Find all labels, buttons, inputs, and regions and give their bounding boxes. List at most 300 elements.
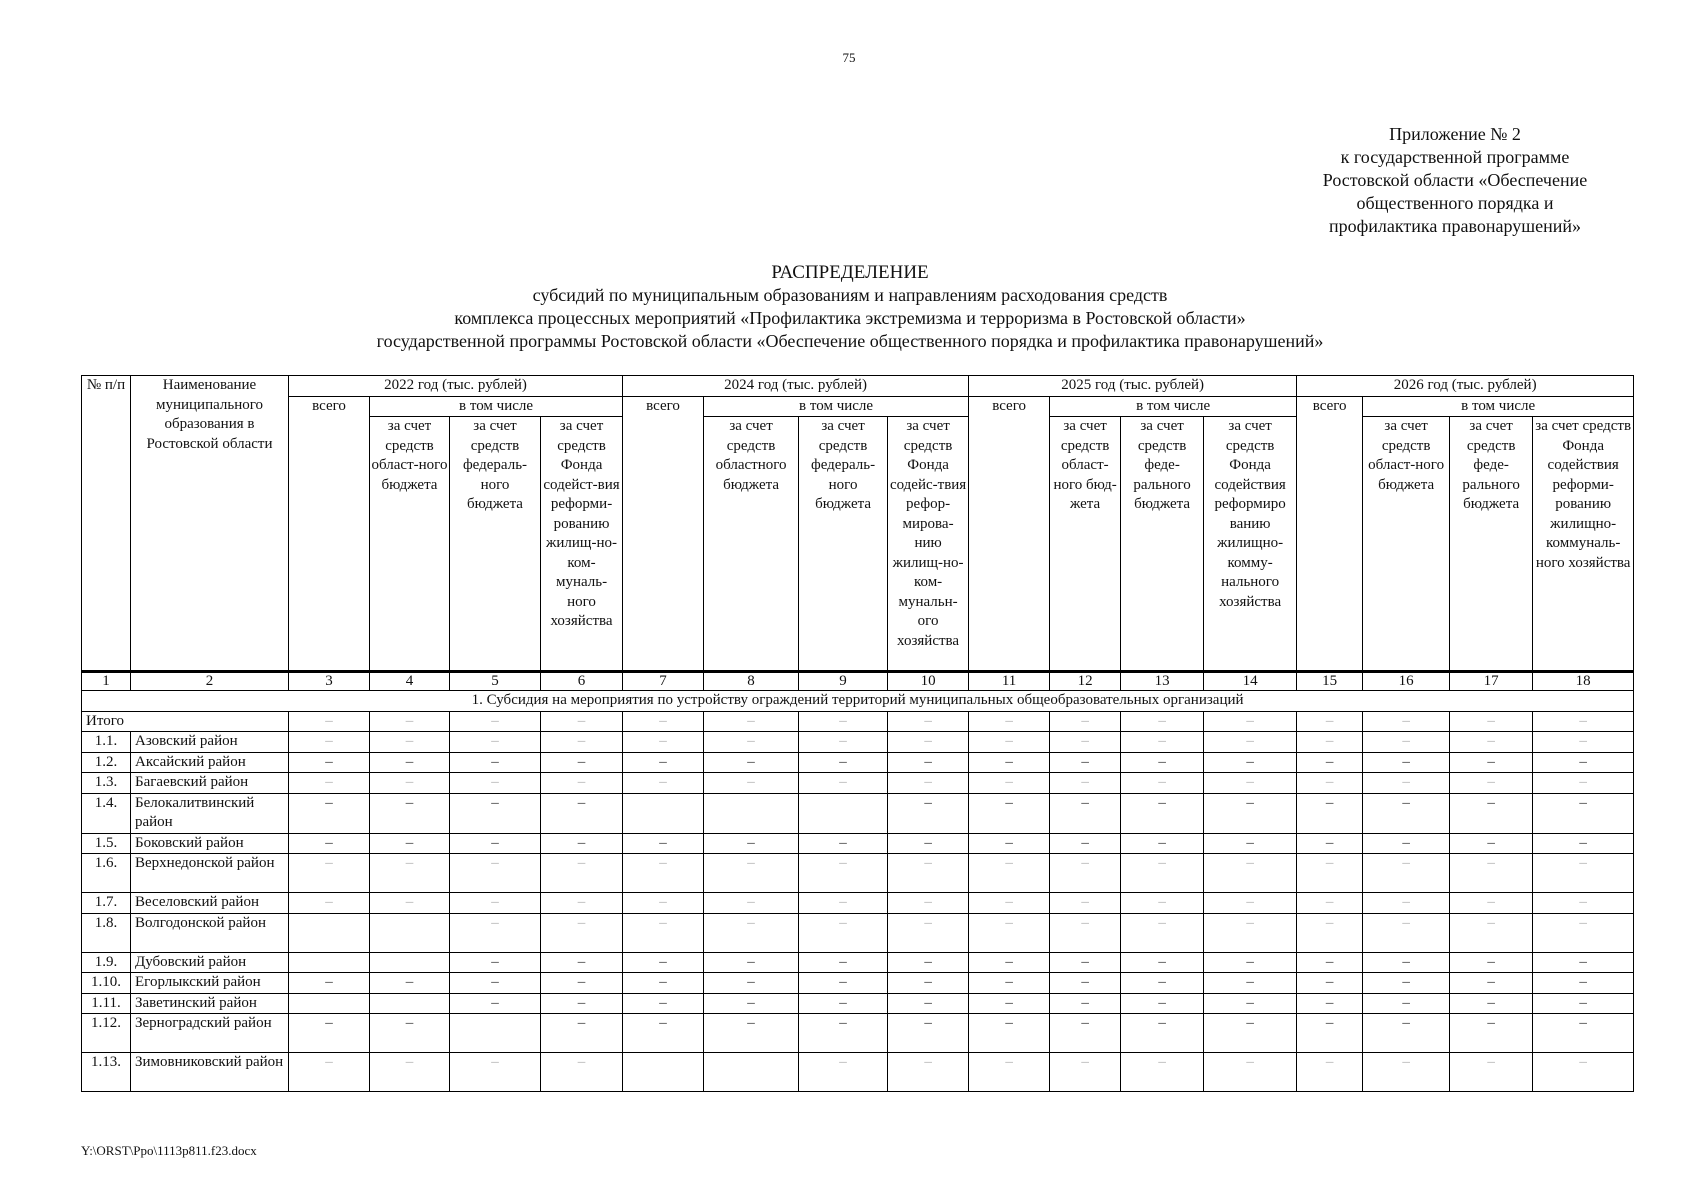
value-cell: – [370, 711, 450, 732]
municipality-name: Белокалитвинский район [131, 793, 289, 833]
row-number: 1.2. [82, 752, 131, 773]
value-cell: – [1050, 973, 1121, 994]
appendix-line: к государственной программе [1340, 147, 1570, 167]
value-cell: – [888, 893, 969, 914]
value-cell: – [1297, 1053, 1363, 1092]
column-number: 15 [1297, 672, 1363, 691]
value-cell: – [1050, 711, 1121, 732]
value-cell: – [623, 711, 704, 732]
value-cell: – [1450, 1053, 1533, 1092]
value-cell: – [1297, 773, 1363, 794]
value-cell: – [1297, 973, 1363, 994]
value-cell: – [1533, 893, 1634, 914]
value-cell: – [1204, 833, 1297, 854]
value-cell: – [1204, 1053, 1297, 1092]
total-header: всего [1297, 396, 1363, 672]
value-cell: – [1050, 833, 1121, 854]
value-cell: – [623, 752, 704, 773]
table-row [82, 833, 1634, 854]
column-number: 9 [799, 672, 888, 691]
municipality-name: Веселовский район [131, 893, 289, 914]
document-heading [200, 261, 1500, 353]
value-cell: – [888, 793, 969, 833]
value-cell: – [289, 732, 370, 753]
value-cell: – [450, 893, 541, 914]
row-number: 1.4. [82, 793, 131, 833]
value-cell [289, 993, 370, 1014]
value-cell [799, 793, 888, 833]
value-cell: – [1450, 893, 1533, 914]
value-cell: – [1533, 1014, 1634, 1053]
value-cell: – [1363, 732, 1450, 753]
value-cell: – [450, 773, 541, 794]
value-cell [450, 1014, 541, 1053]
value-cell: – [1297, 993, 1363, 1014]
table-row [82, 913, 1634, 952]
value-cell: – [969, 993, 1050, 1014]
source-header: за счет средств Фонда содействия реформи-рованию жилищно-коммуналь-ного хозяйства [1533, 417, 1634, 672]
value-cell [704, 1053, 799, 1092]
value-cell: – [623, 893, 704, 914]
value-cell: – [1363, 893, 1450, 914]
row-number: 1.6. [82, 854, 131, 893]
table-row [82, 973, 1634, 994]
value-cell: – [1050, 1053, 1121, 1092]
column-number: 13 [1121, 672, 1204, 691]
value-cell: – [541, 893, 623, 914]
municipality-name: Дубовский район [131, 952, 289, 973]
value-cell: – [1450, 993, 1533, 1014]
value-cell: – [1121, 913, 1204, 952]
value-cell: – [370, 973, 450, 994]
value-cell: – [888, 973, 969, 994]
municipality-name: Багаевский район [131, 773, 289, 794]
table-row [82, 773, 1634, 794]
value-cell: – [1121, 952, 1204, 973]
value-cell: – [1204, 793, 1297, 833]
source-header: за счет средств областного бюджета [704, 417, 799, 672]
value-cell: – [888, 711, 969, 732]
value-cell: – [799, 913, 888, 952]
value-cell: – [704, 993, 799, 1014]
source-header: за счет средств Фонда содейст-вия реформи-рованию жилищ-но-ком-муналь-ного хозяйства [541, 417, 623, 672]
value-cell: – [1533, 833, 1634, 854]
value-cell: – [541, 711, 623, 732]
value-cell: – [289, 893, 370, 914]
value-cell: – [1450, 732, 1533, 753]
value-cell: – [289, 1014, 370, 1053]
row-number: 1.9. [82, 952, 131, 973]
value-cell: – [623, 913, 704, 952]
source-header: за счет средств феде-рального бюджета [1121, 417, 1204, 672]
year-header-2022: 2022 год (тыс. рублей) [289, 376, 623, 397]
value-cell: – [450, 793, 541, 833]
value-cell: – [450, 913, 541, 952]
value-cell [704, 793, 799, 833]
document-title: РАСПРЕДЕЛЕНИЕ [771, 262, 929, 283]
value-cell: – [799, 833, 888, 854]
municipality-name: Азовский район [131, 732, 289, 753]
value-cell: – [1297, 752, 1363, 773]
value-cell: – [1050, 854, 1121, 893]
value-cell: – [704, 893, 799, 914]
value-cell: – [1297, 893, 1363, 914]
value-cell: – [1363, 952, 1450, 973]
value-cell: – [969, 913, 1050, 952]
value-cell: – [1121, 711, 1204, 732]
value-cell: – [289, 854, 370, 893]
value-cell: – [1204, 732, 1297, 753]
municipality-name: Верхнедонской район [131, 854, 289, 893]
year-header-2026: 2026 год (тыс. рублей) [1297, 376, 1634, 397]
value-cell: – [450, 993, 541, 1014]
heading-line: субсидий по муниципальным образованиям и направлениям расходования средств [532, 285, 1168, 305]
value-cell: – [1363, 711, 1450, 732]
value-cell: – [799, 893, 888, 914]
value-cell: – [370, 773, 450, 794]
column-numbers-row [82, 672, 1634, 691]
value-cell: – [541, 973, 623, 994]
year-header-2025: 2025 год (тыс. рублей) [969, 376, 1297, 397]
value-cell: – [623, 833, 704, 854]
value-cell: – [370, 893, 450, 914]
table-row [82, 793, 1634, 833]
value-cell [623, 793, 704, 833]
value-cell: – [888, 833, 969, 854]
value-cell: – [1450, 913, 1533, 952]
value-cell: – [1297, 854, 1363, 893]
value-cell: – [450, 732, 541, 753]
value-cell: – [969, 854, 1050, 893]
header-row-years [82, 376, 1634, 397]
value-cell: – [1363, 773, 1450, 794]
value-cell: – [704, 752, 799, 773]
value-cell: – [888, 952, 969, 973]
value-cell: – [1297, 952, 1363, 973]
value-cell: – [888, 913, 969, 952]
value-cell: – [1363, 1014, 1450, 1053]
column-number: 4 [370, 672, 450, 691]
column-number: 5 [450, 672, 541, 691]
value-cell: – [799, 1014, 888, 1053]
value-cell: – [888, 1053, 969, 1092]
value-cell: – [1533, 854, 1634, 893]
value-cell: – [1297, 793, 1363, 833]
value-cell: – [969, 711, 1050, 732]
value-cell: – [1121, 793, 1204, 833]
source-header: за счет средств федераль-ного бюджета [450, 417, 541, 672]
appendix-line: общественного порядка и [1356, 193, 1554, 213]
value-cell: – [623, 773, 704, 794]
value-cell: – [370, 854, 450, 893]
value-cell: – [1050, 752, 1121, 773]
value-cell: – [969, 1053, 1050, 1092]
value-cell: – [541, 732, 623, 753]
value-cell: – [1204, 773, 1297, 794]
value-cell: – [623, 973, 704, 994]
value-cell: – [370, 752, 450, 773]
value-cell: – [969, 833, 1050, 854]
value-cell: – [888, 752, 969, 773]
header-row-total [82, 396, 1634, 417]
value-cell: – [1121, 773, 1204, 794]
column-number: 16 [1363, 672, 1450, 691]
value-cell: – [541, 1053, 623, 1092]
column-number: 1 [82, 672, 131, 691]
value-cell: – [1121, 752, 1204, 773]
value-cell: – [888, 854, 969, 893]
value-cell: – [799, 973, 888, 994]
value-cell [370, 952, 450, 973]
value-cell: – [1533, 913, 1634, 952]
value-cell: – [1450, 833, 1533, 854]
source-header: за счет средств федераль-ного бюджета [799, 417, 888, 672]
table-row [82, 1014, 1634, 1053]
value-cell: – [1297, 711, 1363, 732]
value-cell: – [1050, 732, 1121, 753]
value-cell [289, 913, 370, 952]
appendix-line: Приложение № 2 [1389, 124, 1521, 144]
value-cell: – [623, 854, 704, 893]
value-cell: – [1121, 833, 1204, 854]
value-cell: – [799, 1053, 888, 1092]
value-cell: – [1533, 732, 1634, 753]
value-cell: – [969, 893, 1050, 914]
heading-line: комплекса процессных мероприятий «Профилактика экстремизма и терроризма в Ростовской области» [454, 308, 1246, 328]
value-cell: – [888, 1014, 969, 1053]
value-cell: – [289, 752, 370, 773]
appendix-line: Ростовской области «Обеспечение [1322, 170, 1588, 190]
value-cell: – [1121, 993, 1204, 1014]
total-header: всего [289, 396, 370, 672]
value-cell: – [1533, 1053, 1634, 1092]
value-cell: – [450, 854, 541, 893]
table-row [82, 893, 1634, 914]
value-cell: – [799, 752, 888, 773]
value-cell: – [450, 752, 541, 773]
value-cell: – [799, 711, 888, 732]
footer-file-path: Y:\ORST\Ppo\1113p811.f23.docx [81, 1143, 257, 1158]
municipality-name: Егорлыкский район [131, 973, 289, 994]
value-cell: – [1363, 833, 1450, 854]
value-cell: – [541, 952, 623, 973]
value-cell: – [541, 854, 623, 893]
value-cell: – [969, 793, 1050, 833]
value-cell: – [1533, 952, 1634, 973]
section-title: 1. Субсидия на мероприятия по устройству ограждений территорий муниципальных общеобразовательных организаций [82, 691, 1634, 712]
value-cell: – [370, 833, 450, 854]
value-cell: – [1050, 952, 1121, 973]
value-cell: – [1204, 711, 1297, 732]
value-cell: – [1121, 1053, 1204, 1092]
value-cell: – [450, 1053, 541, 1092]
value-cell: – [888, 773, 969, 794]
appendix-line: профилактика правонарушений» [1329, 216, 1581, 236]
source-header: за счет средств Фонда содейс-твия рефор-мирова-нию жилищ-но-ком-мунальн-ого хозяйства [888, 417, 969, 672]
incl-header: в том числе [1050, 396, 1297, 417]
value-cell: – [1297, 833, 1363, 854]
value-cell: – [1121, 973, 1204, 994]
row-number: 1.7. [82, 893, 131, 914]
value-cell: – [623, 1014, 704, 1053]
total-header: всего [969, 396, 1050, 672]
value-cell: – [969, 732, 1050, 753]
value-cell: – [1050, 893, 1121, 914]
value-cell [370, 913, 450, 952]
value-cell: – [969, 1014, 1050, 1053]
value-cell [289, 952, 370, 973]
value-cell: – [1533, 711, 1634, 732]
value-cell: – [1533, 752, 1634, 773]
value-cell: – [623, 952, 704, 973]
value-cell: – [1450, 773, 1533, 794]
col-header-name: Наименование муниципального образования в Ростовской области [131, 376, 289, 672]
table-row [82, 732, 1634, 753]
source-header: за счет средств Фонда содействия реформиро ванию жилищно-комму-нального хозяйства [1204, 417, 1297, 672]
value-cell: – [541, 833, 623, 854]
value-cell: – [1450, 854, 1533, 893]
value-cell: – [289, 711, 370, 732]
value-cell: – [541, 913, 623, 952]
row-number: 1.1. [82, 732, 131, 753]
value-cell: – [704, 732, 799, 753]
source-header: за счет средств област-ного бюд-жета [1050, 417, 1121, 672]
table-row [82, 854, 1634, 893]
heading-line: государственной программы Ростовской области «Обеспечение общественного порядка и профилактика правонарушений» [376, 331, 1324, 351]
value-cell: – [1050, 1014, 1121, 1053]
value-cell: – [1204, 893, 1297, 914]
source-header: за счет средств област-ного бюджета [1363, 417, 1450, 672]
value-cell: – [888, 732, 969, 753]
value-cell: – [450, 711, 541, 732]
total-row-label: Итого [82, 711, 289, 732]
value-cell: – [1204, 993, 1297, 1014]
table-row [82, 952, 1634, 973]
value-cell: – [704, 913, 799, 952]
column-number: 3 [289, 672, 370, 691]
value-cell: – [1204, 854, 1297, 893]
value-cell: – [1121, 1014, 1204, 1053]
value-cell: – [704, 773, 799, 794]
value-cell: – [541, 752, 623, 773]
value-cell: – [969, 952, 1050, 973]
column-number: 10 [888, 672, 969, 691]
table-row [82, 752, 1634, 773]
row-number: 1.13. [82, 1053, 131, 1092]
value-cell: – [1204, 973, 1297, 994]
col-header-no: № п/п [82, 376, 131, 672]
row-number: 1.11. [82, 993, 131, 1014]
value-cell: – [370, 732, 450, 753]
value-cell: – [1204, 1014, 1297, 1053]
value-cell: – [1297, 913, 1363, 952]
value-cell: – [1363, 973, 1450, 994]
value-cell: – [1050, 773, 1121, 794]
row-number: 1.12. [82, 1014, 131, 1053]
column-number: 7 [623, 672, 704, 691]
value-cell: – [1204, 952, 1297, 973]
value-cell: – [799, 854, 888, 893]
row-number: 1.8. [82, 913, 131, 952]
municipality-name: Зерноградский район [131, 1014, 289, 1053]
appendix-block [1270, 123, 1640, 238]
value-cell: – [289, 833, 370, 854]
row-number: 1.10. [82, 973, 131, 994]
value-cell: – [450, 833, 541, 854]
municipality-name: Аксайский район [131, 752, 289, 773]
value-cell: – [1533, 973, 1634, 994]
value-cell [370, 993, 450, 1014]
value-cell: – [1533, 793, 1634, 833]
value-cell: – [541, 773, 623, 794]
column-number: 8 [704, 672, 799, 691]
value-cell: – [704, 833, 799, 854]
value-cell: – [1297, 1014, 1363, 1053]
value-cell: – [704, 854, 799, 893]
value-cell: – [969, 752, 1050, 773]
municipality-name: Заветинский район [131, 993, 289, 1014]
value-cell: – [1363, 793, 1450, 833]
value-cell: – [1204, 913, 1297, 952]
value-cell: – [799, 993, 888, 1014]
value-cell: – [969, 773, 1050, 794]
value-cell: – [541, 1014, 623, 1053]
value-cell: – [1450, 1014, 1533, 1053]
value-cell: – [289, 1053, 370, 1092]
table-row [82, 993, 1634, 1014]
municipality-name: Зимовниковский район [131, 1053, 289, 1092]
value-cell: – [1363, 854, 1450, 893]
value-cell: – [1450, 973, 1533, 994]
column-number: 17 [1450, 672, 1533, 691]
incl-header: в том числе [1363, 396, 1634, 417]
value-cell: – [370, 1053, 450, 1092]
incl-header: в том числе [370, 396, 623, 417]
value-cell: – [799, 952, 888, 973]
value-cell: – [704, 952, 799, 973]
value-cell: – [1363, 752, 1450, 773]
value-cell: – [1533, 773, 1634, 794]
value-cell: – [1050, 913, 1121, 952]
value-cell: – [370, 1014, 450, 1053]
total-row [82, 711, 1634, 732]
value-cell: – [623, 732, 704, 753]
value-cell: – [1363, 913, 1450, 952]
value-cell: – [1204, 752, 1297, 773]
incl-header: в том числе [704, 396, 969, 417]
municipality-name: Волгодонской район [131, 913, 289, 952]
value-cell: – [289, 773, 370, 794]
value-cell: – [704, 1014, 799, 1053]
value-cell: – [1121, 732, 1204, 753]
value-cell: – [450, 973, 541, 994]
row-number: 1.3. [82, 773, 131, 794]
value-cell: – [289, 793, 370, 833]
value-cell: – [1050, 793, 1121, 833]
value-cell: – [1297, 732, 1363, 753]
value-cell: – [1050, 993, 1121, 1014]
value-cell: – [541, 993, 623, 1014]
value-cell: – [450, 952, 541, 973]
value-cell: – [1121, 893, 1204, 914]
value-cell: – [704, 711, 799, 732]
table-row [82, 1053, 1634, 1092]
value-cell: – [704, 973, 799, 994]
value-cell: – [1450, 752, 1533, 773]
value-cell [623, 1053, 704, 1092]
total-header: всего [623, 396, 704, 672]
section-row [82, 691, 1634, 712]
